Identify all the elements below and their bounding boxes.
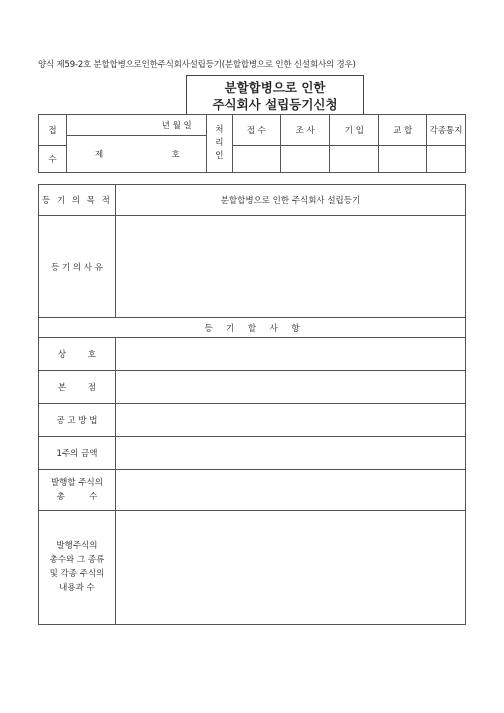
public-notice-label: 공 고 방 법 — [39, 404, 116, 437]
receipt-table — [38, 114, 466, 173]
stamp-entry[interactable] — [330, 146, 379, 173]
stamp-receipt[interactable] — [232, 146, 280, 173]
stamp-review[interactable] — [280, 146, 330, 173]
trade-name-field[interactable] — [115, 338, 465, 371]
col-receipt: 접 수 — [232, 115, 280, 146]
issued-shares-field[interactable] — [115, 511, 465, 625]
reason-field[interactable] — [115, 216, 465, 318]
authorized-shares-line: 총 수 — [56, 492, 98, 502]
receipt-no-suffix: 호 — [171, 150, 180, 160]
authorized-shares-line: 발행할 주식의 — [50, 478, 103, 488]
col-notices: 각종통지 — [427, 115, 466, 146]
form-caption: 양식 제59-2호 분할합병으로인한주식회사설립등기(분할합병으로 인한 신설회사의 경우) — [38, 60, 356, 70]
col-entry: 기 입 — [330, 115, 379, 146]
receipt-label-top: 접 — [39, 115, 67, 146]
main-table — [38, 184, 466, 625]
issued-shares-line: 내용과 수 — [59, 583, 95, 593]
issued-shares-label — [39, 511, 116, 625]
purpose-label: 등 기 의 목 적 — [39, 185, 116, 216]
stamp-notices[interactable] — [427, 146, 466, 173]
issued-shares-line: 총수와 그 종류 — [49, 555, 105, 565]
public-notice-field[interactable] — [115, 404, 465, 437]
col-collation: 교 합 — [379, 115, 427, 146]
head-office-label: 본 점 — [39, 371, 116, 404]
purpose-value: 분할합병으로 인한 주식회사 설립등기 — [115, 185, 465, 216]
processor-char: 리 — [215, 138, 224, 148]
authorized-shares-field[interactable] — [115, 470, 465, 511]
receipt-no-prefix: 제 — [94, 150, 104, 160]
title-line-1: 분할합병으로 인한 — [224, 80, 326, 95]
processor-char: 인 — [215, 151, 224, 161]
issued-shares-line: 발행주식의 — [56, 541, 98, 551]
stamp-collation[interactable] — [379, 146, 427, 173]
processor-label — [206, 115, 232, 173]
processor-char: 처 — [215, 125, 224, 135]
title-line-2: 주식회사 설립등기신청 — [212, 97, 338, 112]
receipt-number-cell — [66, 136, 206, 173]
col-review: 조 사 — [280, 115, 330, 146]
section-header: 등 기 할 사 항 — [39, 318, 466, 338]
form-title — [186, 75, 364, 115]
receipt-date: 년 월 일 — [66, 115, 206, 136]
reason-label: 등 기 의 사 유 — [39, 216, 116, 318]
issued-shares-line: 및 각종 주식의 — [49, 569, 105, 579]
trade-name-label: 상 호 — [39, 338, 116, 371]
share-value-label: 1주의 금액 — [39, 437, 116, 470]
head-office-field[interactable] — [115, 371, 465, 404]
share-value-field[interactable] — [115, 437, 465, 470]
authorized-shares-label — [39, 470, 116, 511]
receipt-label-bottom: 수 — [39, 146, 67, 173]
